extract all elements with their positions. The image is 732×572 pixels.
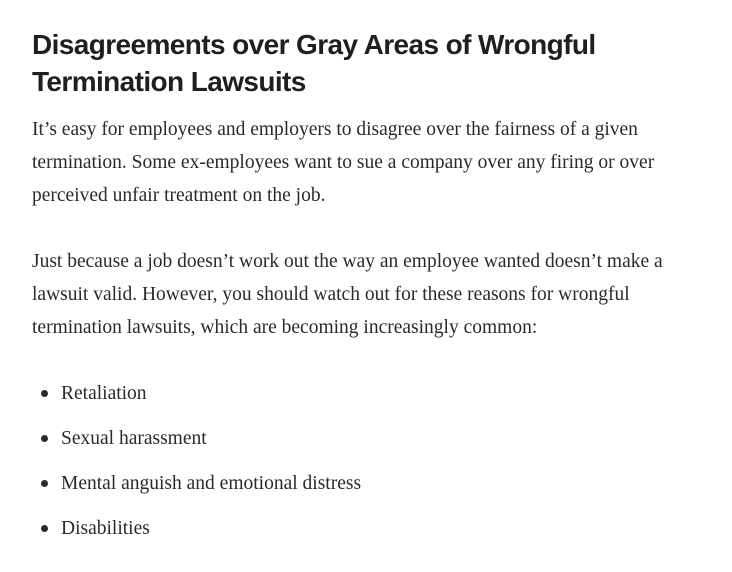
- list-item-label: Retaliation: [61, 383, 147, 404]
- article-heading: Disagreements over Gray Areas of Wrongful Termination Lawsuits: [32, 29, 596, 97]
- list-item-retaliation: [32, 377, 722, 410]
- bullet-icon: [41, 435, 48, 442]
- list-item-sexual-harassment: [32, 422, 722, 455]
- reasons-list: [32, 377, 722, 545]
- list-item-label: Mental anguish and emotional distress: [61, 473, 362, 494]
- intro-paragraph: It’s easy for employees and employers to disagree over the fairness of a given termination. Some ex-employees want to sue a company over any firing or over perceived unfair treatment on the job.: [32, 119, 655, 206]
- reasons-paragraph: Just because a job doesn’t work out the way an employee wanted doesn’t make a lawsuit valid. However, you should watch out for these reasons for wrongful termination lawsuits, which are becoming increasingly common:: [32, 251, 663, 338]
- bullet-icon: [41, 480, 48, 487]
- list-item-disabilities: [32, 512, 722, 545]
- bullet-icon: [41, 525, 48, 532]
- list-item-label: Disabilities: [61, 518, 150, 539]
- list-item-label: Sexual harassment: [61, 428, 207, 449]
- article-content: [32, 26, 722, 557]
- bullet-icon: [41, 390, 48, 397]
- list-item-mental-anguish: [32, 467, 722, 500]
